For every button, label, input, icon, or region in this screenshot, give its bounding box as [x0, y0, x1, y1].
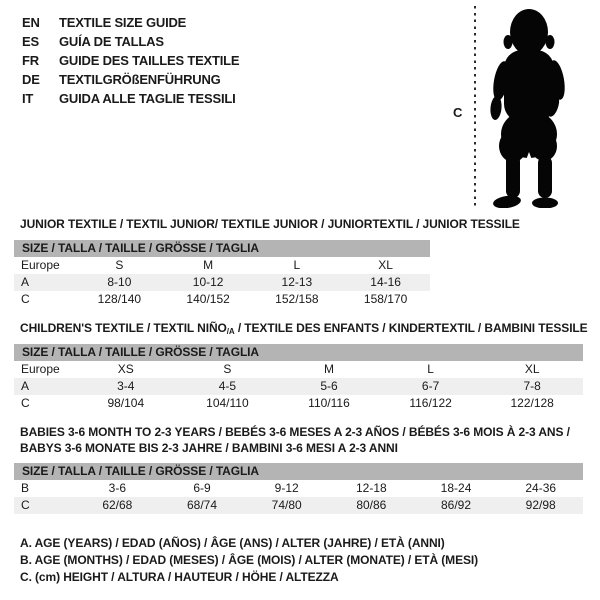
size-cell: L [427, 362, 434, 376]
babies-title-line1: BABIES 3-6 MONTH TO 2-3 YEARS / BEBÉS 3-6 MESES A 2-3 AÑOS / BÉBÉS 3-6 MOIS À 2-3 ANS / [20, 425, 570, 439]
row-label: C [21, 498, 30, 512]
row-label: Europe [21, 362, 60, 376]
children-size-table [14, 344, 583, 412]
height-cell: 74/80 [271, 498, 302, 512]
row-label: B [21, 481, 30, 495]
legend-line-c: C. (cm) HEIGHT / ALTURA / HAUTEUR / HÖHE / ALTEZZA [20, 570, 339, 584]
table-row-age [14, 378, 583, 395]
children-title-sub: /A [226, 327, 235, 336]
table-row-europe [14, 257, 430, 274]
junior-section-title: JUNIOR TEXTILE / TEXTIL JUNIOR/ TEXTILE JUNIOR / JUNIORTEXTIL / JUNIOR TESSILE [20, 217, 520, 231]
children-title-post: / TEXTILE DES ENFANTS / KINDERTEXTIL / BAMBINI TESSILE [234, 321, 588, 335]
height-cell: 122/128 [510, 396, 554, 410]
lang-row-it [22, 89, 239, 108]
lang-row-en [22, 13, 239, 32]
age-cell: 12-13 [281, 275, 313, 289]
row-label: Europe [21, 258, 60, 272]
age-cell: 3-6 [108, 481, 126, 495]
table-row-age [14, 274, 430, 291]
age-cell: 9-12 [274, 481, 299, 495]
size-cell: S [223, 362, 232, 376]
lang-title: GUIDE DES TAILLES TEXTILE [59, 53, 240, 68]
age-cell: 3-4 [117, 379, 135, 393]
children-section-title [20, 321, 588, 336]
age-cell: 8-10 [107, 275, 132, 289]
row-label: C [21, 396, 30, 410]
age-cell: 5-6 [320, 379, 338, 393]
lang-row-es [22, 32, 239, 51]
size-cell: XL [524, 362, 540, 376]
height-cell: 116/122 [409, 396, 452, 410]
row-label: A [21, 379, 30, 393]
lang-title: TEXTILE SIZE GUIDE [59, 15, 187, 30]
lang-code: ES [22, 34, 39, 49]
children-title-pre: CHILDREN'S TEXTILE / TEXTIL NIÑO [20, 321, 227, 335]
size-cell: S [115, 258, 124, 272]
size-cell: M [203, 258, 214, 272]
size-cell: M [323, 362, 334, 376]
lang-code: EN [22, 15, 40, 30]
table-row-height [14, 497, 583, 514]
height-cell: 80/86 [356, 498, 387, 512]
age-cell: 6-9 [193, 481, 211, 495]
babies-size-table [14, 463, 583, 514]
language-title-block [22, 13, 239, 108]
lang-row-de [22, 70, 239, 89]
age-cell: 10-12 [192, 275, 224, 289]
size-header-band: SIZE / TALLA / TAILLE / GRÖSSE / TAGLIA [14, 463, 583, 480]
lang-code: DE [22, 72, 40, 87]
lang-title: GUIDA ALLE TAGLIE TESSILI [59, 91, 236, 106]
junior-size-table [14, 240, 430, 308]
age-cell: 6-7 [421, 379, 440, 393]
age-cell: 12-18 [356, 481, 387, 495]
table-row-height [14, 395, 583, 412]
size-cell: XL [378, 258, 393, 272]
lang-code: FR [22, 53, 39, 68]
babies-section-title [20, 424, 570, 456]
height-cell: 62/68 [102, 498, 133, 512]
table-row-age-months [14, 480, 583, 497]
table-row-europe [14, 361, 583, 378]
height-cell: 92/98 [525, 498, 556, 512]
height-cell: 140/152 [186, 292, 230, 306]
size-cell: XS [117, 362, 134, 376]
size-header-band: SIZE / TALLA / TAILLE / GRÖSSE / TAGLIA [14, 344, 583, 361]
lang-code: IT [22, 91, 34, 106]
height-cell: 158/170 [363, 292, 408, 306]
height-dotted-line [474, 6, 476, 208]
legend-line-a: A. AGE (YEARS) / EDAD (AÑOS) / ÂGE (ANS) / ALTER (JAHRE) / ETÀ (ANNI) [20, 536, 445, 550]
height-cell: 68/74 [186, 498, 218, 512]
age-cell: 24-36 [525, 481, 557, 495]
lang-title: TEXTILGRÖßENFÜHRUNG [59, 72, 221, 87]
legend-line-b: B. AGE (MONTHS) / EDAD (MESES) / ÂGE (MOIS) / ALTER (MONATE) / ETÀ (MESI) [20, 553, 479, 567]
toddler-silhouette-icon [479, 6, 577, 208]
measurement-legend [20, 535, 478, 586]
height-cell: 98/104 [107, 396, 145, 410]
row-label: A [21, 275, 30, 289]
lang-title: GUÍA DE TALLAS [59, 34, 164, 49]
table-row-height [14, 291, 430, 308]
babies-title-line2: BABYS 3-6 MONATE BIS 2-3 JAHRE / BAMBINI 3-6 MESI A 2-3 ANNI [20, 441, 398, 455]
age-cell: 14-16 [370, 275, 401, 289]
height-cell: 128/140 [97, 292, 142, 306]
size-cell: L [293, 258, 301, 272]
age-cell: 18-24 [440, 481, 472, 495]
height-cell: 110/116 [308, 396, 350, 410]
height-cell: 152/158 [275, 292, 319, 306]
age-cell: 4-5 [218, 379, 237, 393]
lang-row-fr [22, 51, 239, 70]
age-cell: 7-8 [523, 379, 541, 393]
row-label: C [21, 292, 30, 306]
height-cell: 104/110 [206, 396, 249, 410]
size-header-band: SIZE / TALLA / TAILLE / GRÖSSE / TAGLIA [14, 240, 430, 257]
figure-height-label: C [453, 105, 463, 120]
height-cell: 86/92 [441, 498, 472, 512]
